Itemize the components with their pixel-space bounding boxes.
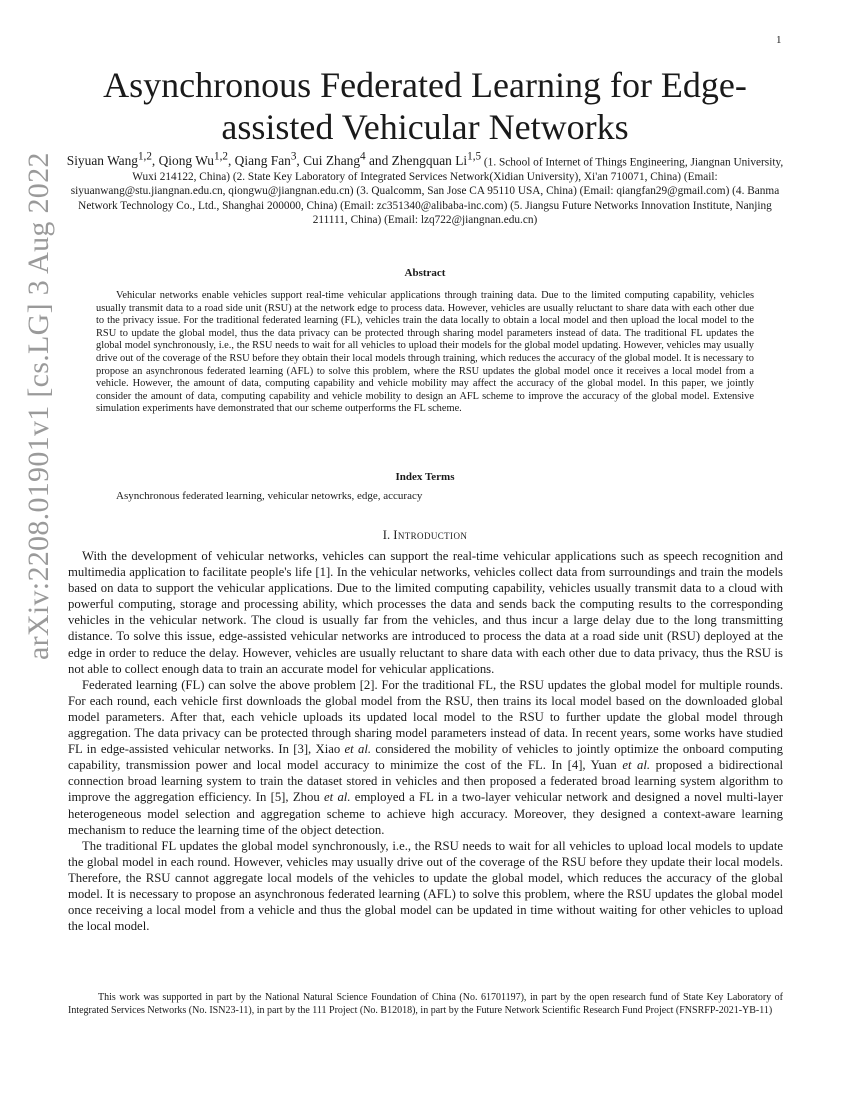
section-title: Introduction [393, 528, 468, 542]
intro-paragraph-1: With the development of vehicular networks, vehicles can support the real-time vehicular applications such as speech recognition and multimedia application to facilitate people's life [1]. In the vehicular networks, vehicles collect data from surroundings and train the models based on data to support the vehicular applications. Due to the limited computing capability, vehicles usually transmit data to a cloud with powerful computing, storage and processing ability, which processes the data and sends back the computing results to the corresponding vehicles in the vehicular network. The cloud is usually far from the vehicles, and thus incur a large delay due to the long transmitting distance. To solve this issue, edge-assisted vehicular networks are introduced to process the data at a road side unit (RSU) deployed at the edge in order to reduce the delay. However, vehicles are usually reluctant to share data with each other due to data privacy, thus the RSU is not able to collect enough data to train an accurate model for vehicular applications. [68, 549, 783, 676]
author-name: Cui Zhang [303, 153, 361, 169]
author-separator: and [365, 153, 392, 169]
author-separator: , [227, 153, 235, 169]
et-al: et al. [344, 742, 372, 757]
intro-p2-text: Federated learning (FL) can solve the above problem [2]. For the traditional FL, the RSU updates the global model for multiple rounds. For each round, each vehicle first downloads the global model from the RSU, then trains its local model based on the downloaded global model parameters. After that, each vehicle uploads its updated local model to the RSU to further update the global model through aggregation. The data privacy can be protected through sharing model parameters instead of data. In recent years, some works have studied FL in edge-assisted vehicular networks. In [3], Xiao [68, 677, 783, 757]
intro-p2-text: employed a FL in a two-layer vehicular network and designed a novel multi-layer heterogeneous model selection and aggregation scheme to achieve high accuracy. Moreover, they designed a context-aware learning mechanism to reduce the learning time of the object detection. [68, 790, 783, 837]
author-name: Qiong Wu [158, 153, 215, 169]
et-al: et al. [323, 790, 351, 805]
author-block [66, 150, 784, 228]
author-separator: , [296, 153, 304, 169]
introduction-body [68, 548, 783, 934]
index-terms-text: Asynchronous federated learning, vehicular netowrks, edge, accuracy [116, 490, 423, 502]
index-terms-heading: Index Terms [395, 471, 455, 483]
page-number: 1 [776, 34, 782, 46]
author-affiliations: (1. School of Internet of Things Engineering, Jiangnan University, Wuxi 214122, China) (2. State Key Laboratory of Integrated Services Network(Xidian University), Xi'an 710071, China) (Email: siyuanwang@stu.jiangnan.edu.cn, qiongwu@jiangnan.edu.cn) (3. Qualcomm, San Jose CA 95110 USA, China) (Email: qiangfan29@gmail.com) (4. Banma Network Technology Co., Ltd., Shanghai 200000, China) (Email: zc351340@alibaba-inc.com) (5. Jiangsu Future Networks Innovation Institute, Nanjing 211111, China) (Email: lzq722@jiangnan.edu.cn) [70, 156, 784, 227]
author-affiliation-mark: 4 [360, 151, 366, 163]
abstract-heading: Abstract [404, 267, 446, 279]
author-name: Zhengquan Li [391, 153, 468, 169]
intro-p2-text: considered the mobility of vehicles to jointly optimize the onboard computing capability, transmission power and local model accuracy to minimize the cost of the FL. In [4], Yuan [68, 742, 783, 773]
section-heading [0, 528, 850, 543]
author-name: Qiang Fan [234, 153, 291, 169]
arxiv-stamp-text: arXiv:2208.01901v1 [cs.LG] 3 Aug 2022 [22, 152, 55, 660]
author-names [67, 153, 481, 168]
author-affiliation-mark: 3 [290, 151, 297, 163]
section-number: I. [382, 528, 394, 542]
author-name: Siyuan Wang [66, 153, 138, 169]
abstract-text: Vehicular networks enable vehicles support real-time vehicular applications through training data. Due to the limited computing capability, vehicles usually transmit data to a road side unit (RSU) at the network edge to process data. However, vehicles are usually reluctant to share data with each other due to the privacy issue. For the traditional federated learning (FL), vehicles train the data locally to obtain a local model and then upload the local model to the RSU to update the global model, thus the data privacy can be protected through sharing model parameters instead of data. The traditional FL updates the global model synchronously, i.e., the RSU needs to wait for all vehicles to upload their models for the global model updating. However, vehicles may usually drive out of the coverage of the RSU before they obtain their local models through training, which reduces the accuracy of the global model. It is necessary to propose an asynchronous federated learning (AFL) to solve this problem, where the RSU updates the global model once it receives a local model from a vehicle. However, the amount of data, computing capability and vehicle mobility may affect the accuracy of the global model. In this paper, we jointly consider the amount of data, computing capability and vehicle mobility to design an AFL scheme to improve the accuracy of the global model. Extensive simulation experiments have demonstrated that our scheme outperforms the FL scheme. [96, 290, 754, 415]
author-affiliation-mark: 1,2 [137, 151, 152, 163]
paper-title: Asynchronous Federated Learning for Edge-assisted Vehicular Networks [103, 65, 747, 147]
funding-footnote: This work was supported in part by the National Natural Science Foundation of China (No. 61701197), in part by the open research fund of State Key Laboratory of Integrated Services Networks (No. ISN23-11), in part by the 111 Project (No. B12018), in part by the Future Network Scientific Research Fund Project (FNSRFP-2021-YB-11) [68, 992, 783, 1016]
intro-p2-text: proposed a bidirectional connection broad learning system to train the dataset stored in vehicles and then proposed a federated broad learning system algorithm to improve the aggregation efficiency. In [5], Zhou [68, 758, 784, 805]
author-separator: , [151, 153, 159, 169]
intro-paragraph-3: The traditional FL updates the global model synchronously, i.e., the RSU needs to wait for all vehicles to upload local models to update the global model in each round. However, vehicles may usually drive out of the coverage of the RSU before they update their local models. Therefore, the RSU cannot aggregate local models of the vehicles to update the global model, which reduces the accuracy of the global model. It is necessary to propose an asynchronous federated learning (AFL) to solve this problem, where the RSU updates the global model once receiving a local model from a vehicle and thus the global model can be updated in time without waiting for other vehicles to upload the local model. [68, 838, 783, 934]
et-al: et al. [622, 758, 651, 773]
intro-paragraph-2 [68, 677, 783, 838]
author-affiliation-mark: 1,5 [467, 151, 482, 163]
author-affiliation-mark: 1,2 [214, 151, 228, 163]
